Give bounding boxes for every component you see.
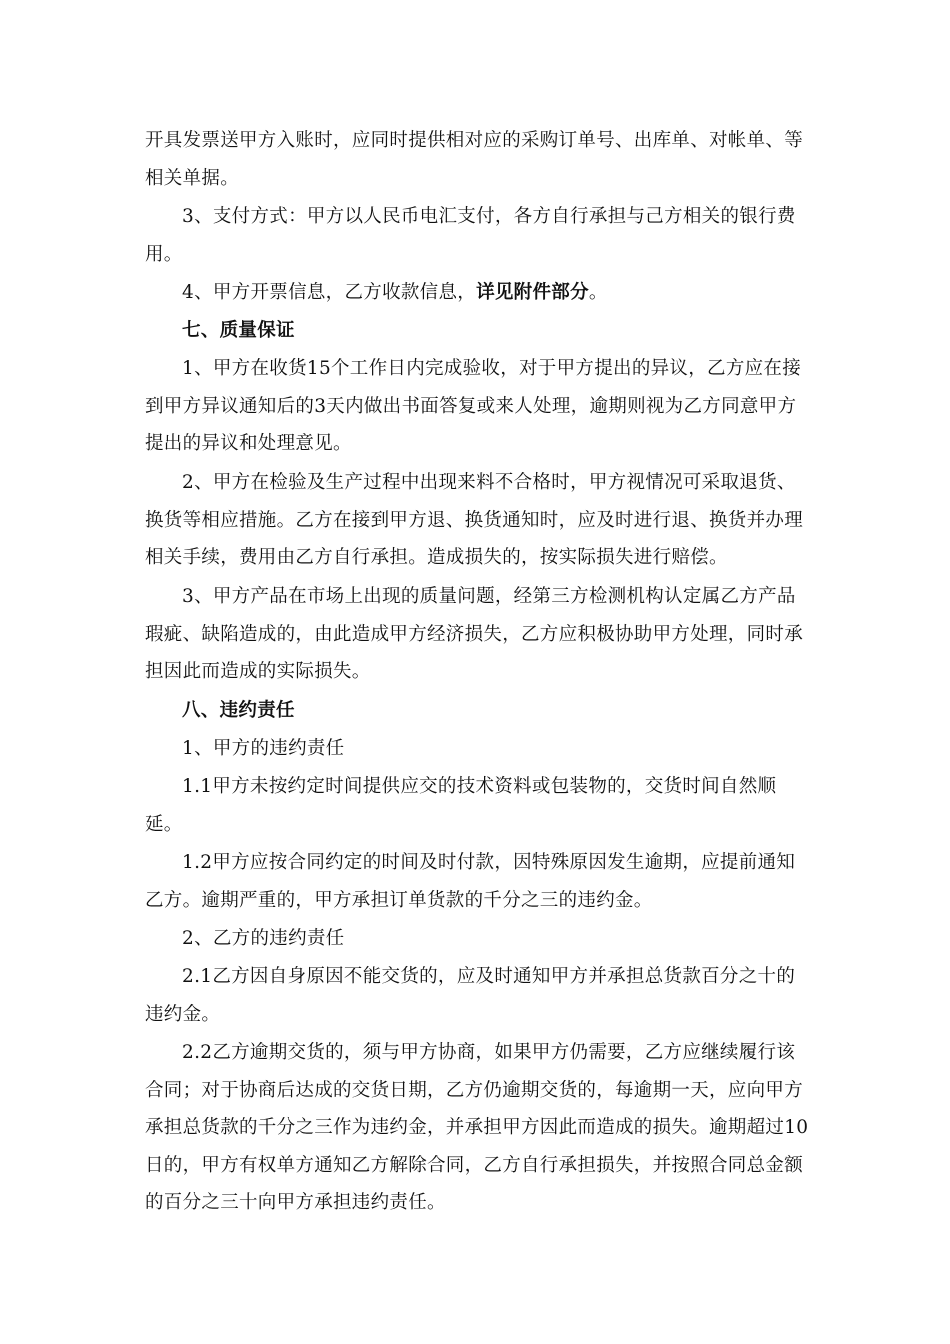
paragraph-payment-method: 3、支付方式：甲方以人民币电汇支付，各方自行承担与己方相关的银行费用。 xyxy=(145,206,796,265)
paragraph-billing-info xyxy=(145,274,810,312)
section-heading-breach-liability: 八、违约责任 xyxy=(182,700,295,721)
subheading-party-a-liability: 1、甲方的违约责任 xyxy=(182,738,345,759)
paragraph-invoice-documents: 开具发票送甲方入账时，应同时提供相对应的采购订单号、出库单、对帐单、等相关单据。 xyxy=(145,130,804,189)
section-heading-quality-assurance: 七、质量保证 xyxy=(182,320,295,341)
paragraph-quality-1: 1、甲方在收货15个工作日内完成验收，对于甲方提出的异议，乙方应在接到甲方异议通知后的3天内做出书面答复或来人处理，逾期则视为乙方同意甲方提出的异议和处理意见。 xyxy=(145,358,802,454)
paragraph-liability-2-1: 2.1乙方因自身原因不能交货的，应及时通知甲方并承担总货款百分之十的违约金。 xyxy=(145,966,796,1025)
billing-info-text: 4、甲方开票信息，乙方收款信息， xyxy=(182,282,477,303)
paragraph-quality-2: 2、甲方在检验及生产过程中出现来料不合格时，甲方视情况可采取退货、换货等相应措施。乙方在接到甲方退、换货通知时，应及时进行退、换货并办理相关手续，费用由乙方自行承担。造成损失的，按实际损失进行赔偿。 xyxy=(145,472,804,568)
paragraph-quality-3: 3、甲方产品在市场上出现的质量问题，经第三方检测机构认定属乙方产品瑕疵、缺陷造成的，由此造成甲方经济损失，乙方应积极协助甲方处理，同时承担因此而造成的实际损失。 xyxy=(145,586,804,682)
subheading-party-b-liability: 2、乙方的违约责任 xyxy=(182,928,345,949)
paragraph-liability-2-2: 2.2乙方逾期交货的，须与甲方协商，如果甲方仍需要，乙方应继续履行该合同；对于协商后达成的交货日期，乙方仍逾期交货的，每逾期一天，应向甲方承担总货款的千分之三作为违约金，并承担甲方因此而造成的损失。逾期超过10日的，甲方有权单方通知乙方解除合同，乙方自行承担损失，并按照合同总金额的百分之三十向甲方承担违约责任。 xyxy=(145,1042,809,1213)
paragraph-liability-1-2: 1.2甲方应按合同约定的时间及时付款，因特殊原因发生逾期，应提前通知乙方。逾期严重的，甲方承担订单货款的千分之三的违约金。 xyxy=(145,852,796,911)
billing-info-period: 。 xyxy=(588,282,608,303)
paragraph-liability-1-1: 1.1甲方未按约定时间提供应交的技术资料或包装物的，交货时间自然顺延。 xyxy=(145,776,777,835)
billing-info-attachment-note: 详见附件部分 xyxy=(476,282,589,303)
